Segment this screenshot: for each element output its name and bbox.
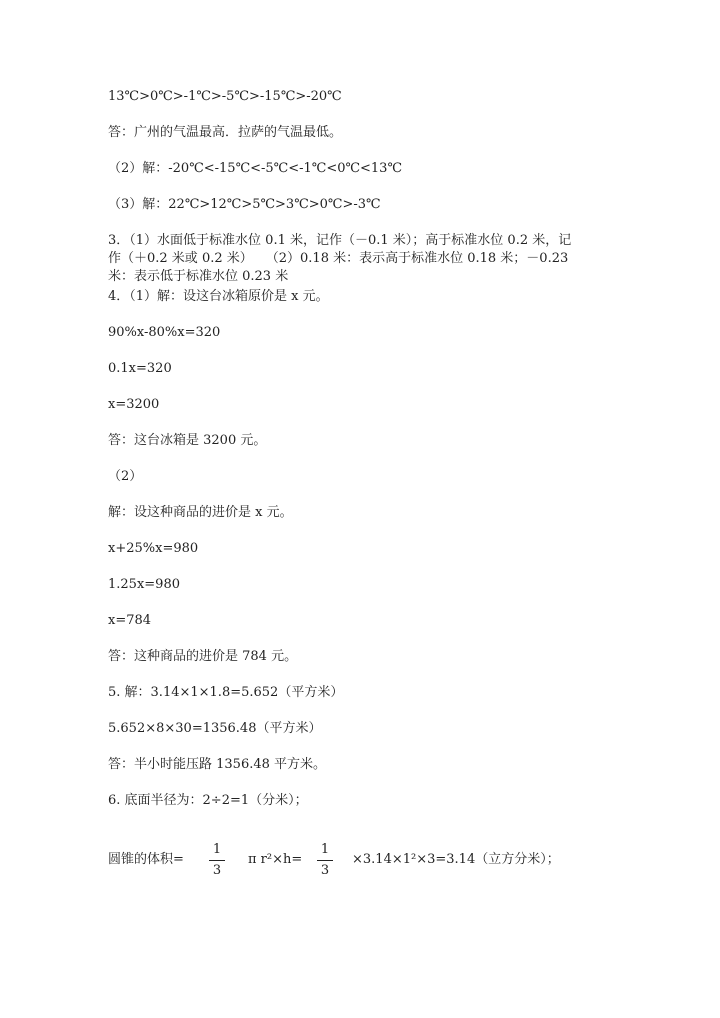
- line-15: x+25%x=980: [108, 541, 199, 556]
- line-14: 解：设这种商品的进价是 x 元。: [108, 505, 293, 520]
- fraction-denominator: 3: [320, 863, 330, 878]
- cone-volume-formula: π r²×h=: [248, 852, 303, 867]
- line-10: 0.1x=320: [108, 361, 172, 376]
- fraction-numerator: 1: [212, 842, 222, 857]
- line-12: 答：这台冰箱是 3200 元。: [108, 433, 267, 448]
- line-4: （3）解：22℃>12℃>5℃>3℃>0℃>-3℃: [108, 197, 381, 212]
- line-13: （2）: [108, 469, 143, 484]
- line-7: 米：表示低于标准水位 0.23 米: [108, 269, 289, 284]
- line-22: 6. 底面半径为：2÷2=1（分米）；: [108, 793, 308, 808]
- line-17: x=784: [108, 613, 152, 628]
- cone-volume-result: ×3.14×1²×3=3.14（立方分米）；: [352, 852, 560, 867]
- line-8: 4．（1）解：设这台冰箱原价是 x 元。: [108, 289, 329, 304]
- fraction-bar: [317, 860, 333, 861]
- line-1: 13℃>0℃>-1℃>-5℃>-15℃>-20℃: [108, 89, 342, 104]
- fraction-bar: [209, 860, 225, 861]
- line-9: 90%x-80%x=320: [108, 325, 221, 340]
- cone-volume-prefix: 圆锥的体积=: [108, 852, 184, 867]
- line-19: 5. 解：3.14×1×1.8=5.652（平方米）: [108, 685, 344, 700]
- fraction-one-third-1: [209, 842, 225, 879]
- line-21: 答：半小时能压路 1356.48 平方米。: [108, 757, 327, 772]
- fraction-one-third-2: [317, 842, 333, 879]
- line-2: 答：广州的气温最高．拉萨的气温最低。: [108, 125, 343, 140]
- line-16: 1.25x=980: [108, 577, 180, 592]
- line-18: 答：这种商品的进价是 784 元。: [108, 649, 298, 664]
- line-3: （2）解：-20℃<-15℃<-5℃<-1℃<0℃<13℃: [108, 161, 402, 176]
- fraction-numerator: 1: [320, 842, 330, 857]
- line-6: 作（＋0.2 米或 0.2 米） （2）0.18 米：表示高于标准水位 0.18 米；－0.23: [108, 251, 569, 266]
- line-20: 5.652×8×30=1356.48（平方米）: [108, 721, 322, 736]
- fraction-denominator: 3: [212, 863, 222, 878]
- line-11: x=3200: [108, 397, 160, 412]
- line-5: 3．（1）水面低于标准水位 0.1 米，记作（－0.1 米）；高于标准水位 0.2 米，记: [108, 233, 572, 248]
